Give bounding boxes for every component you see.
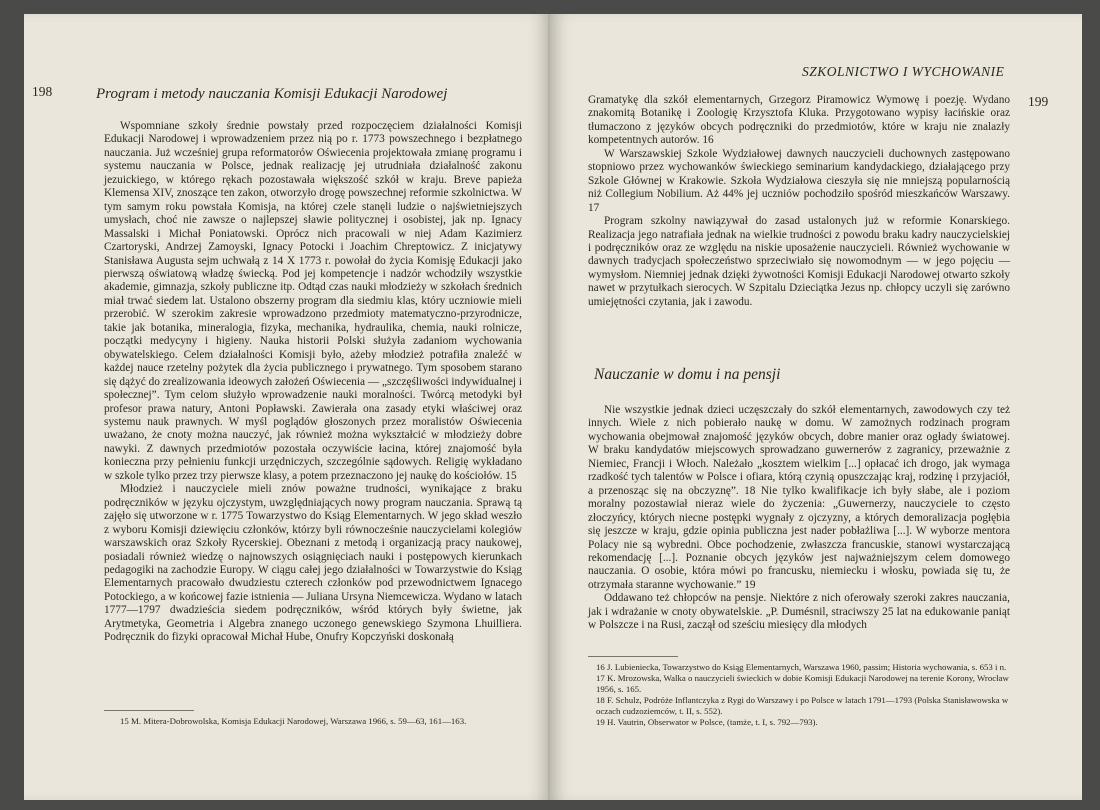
footnotes bbox=[120, 716, 522, 727]
paragraph: Oddawano też chłopców na pensje. Niektóre z nich oferowały szeroki zakres nauczania, jak i wdrażanie w cnoty obywatelskie. „P. Dumésnil, straciwszy 25 lat na edukowanie paniąt w Polszcze i na Rusi, zaczął od sześciu miesięcy dla młodych bbox=[588, 592, 1010, 632]
paragraph: Program szkolny nawiązywał do zasad ustalonych już w reformie Konarskiego. Realizacja jego natrafiała jednak na wielkie trudności z powodu braku kadry nauczycielskiej i podręczników oraz ze względu na niskie uposażenie nauczycieli. Również wychowanie w dawnych tradycjach społeczeństwo sprzeciwiało się nowomodnym — w jego pojęciu — wymysłom. Niemniej jednak dzięki żywotności Komisji Edukacji Narodowej otwarto szkoły nawet w przytułkach sierocych. W Szpitalu Dzieciątka Jezus np. chłopcy uczyli się zarówno umiejętności czytania, jak i zawodu. bbox=[588, 215, 1010, 308]
footnote-rule bbox=[588, 656, 678, 657]
footnote-rule bbox=[104, 710, 194, 711]
paragraph: W Warszawskiej Szkole Wydziałowej dawnych nauczycieli duchownych zastępowano stopniowo przez wychowanków świeckiego seminarium kandydackiego, działającego przy Szkole Głównej w Krakowie. Szkoła Wydziałowa cieszyła się nie mniejszą popularnością niż Collegium Nobilium. Aż 44% jej uczniów pochodziło spośród mieszkańców Warszawy. 17 bbox=[588, 147, 1010, 214]
section-heading: Nauczanie w domu i na pensji bbox=[594, 366, 781, 383]
page-number: 199 bbox=[1028, 94, 1049, 109]
paragraph: Wspomniane szkoły średnie powstały przed rozpoczęciem działalności Komisji Edukacji Narodowej i wprowadzeniem przez nią po r. 1773 powszechnego i bezpłatnego nauczania. Już wcześniej grupa reformatorów Oświecenia projektowała zmianę programu i systemu nauczania w Polsce, jednak realizację jej utrudniała działalność zakonu jezuickiego, w którego rękach pozostawała większość szkół w kraju. Breve papieża Klemensa XIV, znoszące ten zakon, otworzyło drogę powszechnej reformie szkolnictwa. W tym samym roku powstała Komisja, na której czele stanęli ludzie o najświetniejszych umysłach, choć nie zawsze o najlepszej sławie politycznej i osobistej, jak np. Ignacy Massalski i Michał Poniatowski. Oprócz nich pracowali w niej Adam Kazimierz Czartoryski, Andrzej Zamoyski, Ignacy Potocki i Joachim Chreptowicz. Z inicjatywy Stanisława Augusta sejm uchwałą z 14 X 1773 r. powołał do życia Komisję Edukacji jako pierwszą oświatową władzę świecką. Pod jej kompetencje i nadzór wchodziły wszystkie akademie, gimnazja, szkoły publiczne itp. Odtąd czas nauki młodzieży w szkołach średnich miał trwać siedem lat. Ustalono obszerny program dla siedmiu klas, który uczniowie mieli przerobić. W szerokim zakresie wprowadzono przedmioty matematyczno-przyrodnicze, takie jak botanika, mineralogia, fizyka, mechanika, hydraulika, chemia, nauki rolnicze, początki medycyny i higieny. Nauka historii Polski służyła zadaniom wychowania obywatelskiego. Celem działalności Komisji było, ażeby młodzież potrafiła znaleźć w każdej nauce rzetelny pożytek dla życia publicznego i prywatnego. Tym sposobem starano się dążyć do zrealizowania ideowych założeń Oświecenia — „szczęśliwości indywidualnej i społecznej”. Tym celom służyło wprowadzenie nauki moralności. Twórcą metodyki był profesor prawa natury, Antoni Popławski. Zawierała ona zasady etyki właściwej oraz systemu nauk prawnych. W myśl poglądów głoszonych przez moralistów Oświecenia uważano, że cnoty można nauczyć, jak również można wykształcić w młodzieży dobre nawyki. Z dawnych przedmiotów pozostała oczywiście łacina, której znajomość była konieczna przy pełnieniu funkcji urzędniczych, szczególnie sądowych. Religię wykładano w szkole tylko przez trzy pierwsze klasy, a potem przeznaczono jej naukę do kościołów. 15 bbox=[104, 120, 522, 482]
left-page bbox=[24, 14, 550, 800]
right-page bbox=[550, 14, 1082, 800]
footnote: 18 F. Schulz, Podróże Inflantczyka z Rygi do Warszawy i po Polsce w latach 1791—1793 (Polska Stanisławowska w oczach cudzoziemców, t. II, s. 552). bbox=[596, 695, 1009, 716]
footnote: 19 H. Vautrin, Obserwator w Polsce, (tamże, t. I, s. 792—793). bbox=[596, 717, 818, 727]
section-body-text bbox=[588, 404, 1010, 633]
running-title: SZKOLNICTWO I WYCHOWANIE bbox=[802, 64, 1005, 79]
paragraph: Gramatykę dla szkół elementarnych, Grzegorz Piramowicz Wymowę i poezję. Wydano znakomitą Botanikę i Zoologię Krzysztofa Kluka. Przygotowano wypisy łacińskie oraz tłumaczono z języków obcych podręczniki do przedmiotów, które w kraju nie znalazły kompetentnych autorów. 16 bbox=[588, 94, 1010, 147]
footnote: 15 M. Mitera-Dobrowolska, Komisja Edukacji Narodowej, Warszawa 1966, s. 59—63, 161—163. bbox=[120, 716, 467, 726]
footnotes bbox=[596, 662, 1010, 728]
paragraph: Młodzież i nauczyciele mieli znów poważne trudności, wynikające z braku podręczników w języku ojczystym, uwzględniających nowy program nauczania. Sprawą tą zajęło się utworzone w r. 1775 Towarzystwo do Ksiąg Elementarnych. W jego skład weszło z wyboru Komisji dziewięciu członków, którzy byli równocześnie nauczycielami kolegiów warszawskich oraz Szkoły Rycerskiej. Obeznani z metodą i organizacją pracy naukowej, posiadali również wiedzę o najnowszych osiągnięciach nauki i postępowych kierunkach pedagogiki na zachodzie Europy. W ciągu całej jego działalności w Towarzystwie do Ksiąg Elementarnych pracowało dwudziestu czterech członków pod przewodnictwem Ignacego Potockiego, a w końcowej fazie istnienia — Juliana Ursyna Niemcewicza. Wydano w latach 1777—1797 dwadzieścia siedem podręczników, wśród których były świetne, jak Arytmetyka, Geometria i Algebra znanego uczonego genewskiego Szymona Lhuilliera. Podręcznik do fizyki opracował Michał Hube, Onufry Kopczyński doskonałą bbox=[104, 483, 522, 644]
paragraph: Nie wszystkie jednak dzieci uczęszczały do szkół elementarnych, zawodowych czy też innych. Wiele z nich pobierało naukę w domu. W zamożnych rodzinach program wychowania obejmował znajomość języków obcych, dobre manier oraz ogłady światowej. W braku kandydatów miejscowych sprowadzano guwernerów z zagranicy, przeważnie z Niemiec, Francji i Włoch. Należało „kosztem wielkim [...] opłacać ich drogo, jak wymaga rzadkość tych talentów w Polsce i ofiara, którą czynią opuszczając kraj, rodzinę i przyjaciół, a przenosząc się na obczyznę”. 18 Nie tylko kwalifikacje ich były słabe, ale i poziom moralny pozostawiał nieraz wiele do życzenia: „Guwernerzy, nauczyciele to często złoczyńcy, których niecne postępki wygnały z ojczyzny, a których demoralizacja pogłębia się jeszcze w kraju, gdzie opinia publiczna jest nader pobłażliwa [...]. W wyborze mentora Polacy nie są wybredni. Obce pochodzenie, zwłaszcza francuskie, stanowi wystarczającą rekomendację [...]. Poznanie obcych języków jest najważniejszym celem domowego nauczania. O osobie, która mówi po francusku, niemiecku i włosku, powiada się tu, że otrzymała staranne wychowanie.” 19 bbox=[588, 404, 1010, 591]
footnote: 16 J. Lubieniecka, Towarzystwo do Ksiąg Elementarnych, Warszawa 1960, passim; Historia wychowania, s. 653 i n. bbox=[596, 662, 1007, 672]
footnote: 17 K. Mrozowska, Walka o nauczycieli świeckich w dobie Komisji Edukacji Narodowej na terenie Korony, Wrocław 1956, s. 165. bbox=[596, 673, 1009, 694]
running-title: Program i metody nauczania Komisji Edukacji Narodowej bbox=[96, 86, 448, 102]
body-text bbox=[104, 120, 522, 645]
page-number: 198 bbox=[32, 84, 53, 99]
body-text bbox=[588, 94, 1010, 309]
